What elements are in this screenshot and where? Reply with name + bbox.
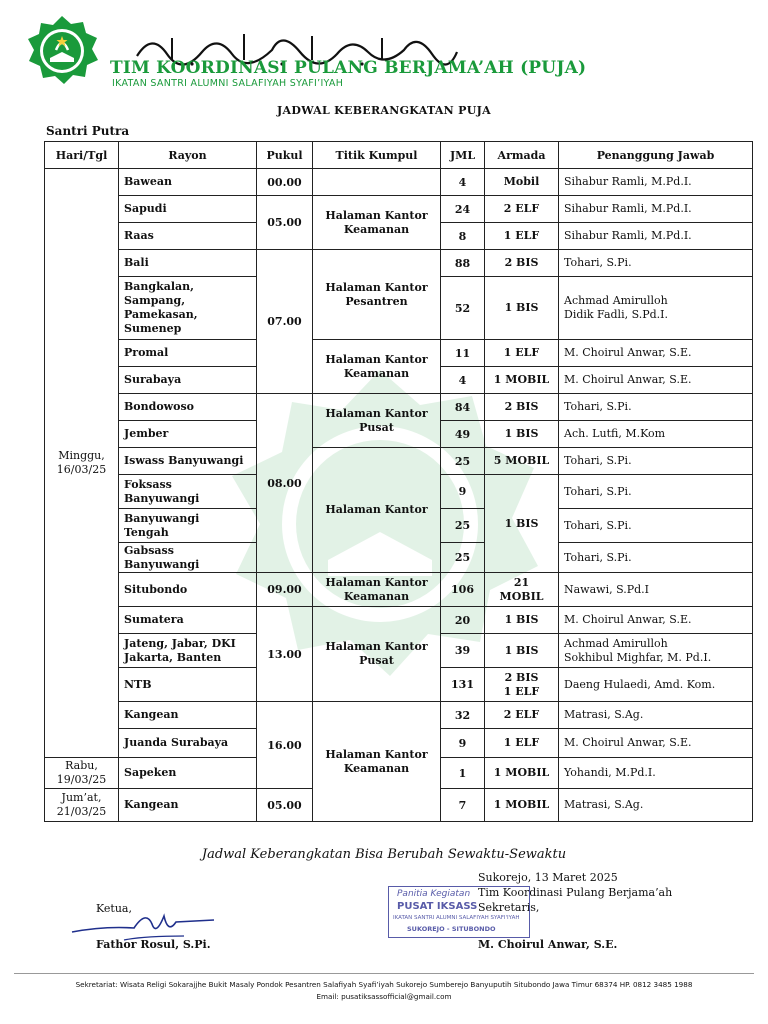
stamp-line: IKATAN SANTRI ALUMNI SALAFIYAH SYAFI'IYAH	[393, 915, 520, 921]
penanggung-jawab-cell	[559, 196, 753, 223]
pukul-cell: 13.00	[257, 607, 313, 702]
cell-line: 1 ELF	[503, 229, 540, 242]
armada-cell	[485, 223, 559, 250]
cell-line: 1 BIS	[504, 427, 539, 440]
hari-cell	[45, 789, 119, 822]
penanggung-jawab-cell	[559, 367, 753, 394]
table-row	[45, 250, 753, 277]
section-title: Santri Putra	[46, 124, 130, 138]
rayon-cell	[119, 634, 257, 668]
jml-cell: 7	[441, 789, 485, 822]
cell-line: 2 BIS	[504, 400, 539, 413]
cell-line: Halaman Kantor	[325, 503, 428, 516]
cell-line: Iswass Banyuwangi	[124, 454, 244, 467]
armada-cell	[485, 394, 559, 421]
jml-cell: 8	[441, 223, 485, 250]
cell-line: Sihabur Ramli, M.Pd.I.	[564, 202, 692, 215]
pukul-cell: 00.00	[257, 169, 313, 196]
rayon-cell	[119, 509, 257, 543]
cell-line: M. Choirul Anwar, S.E.	[564, 613, 692, 626]
rayon-cell	[119, 367, 257, 394]
cell-line: Didik Fadli, S.Pd.I.	[564, 308, 668, 321]
rayon-cell	[119, 475, 257, 509]
cell-line: Jum’at,	[61, 791, 102, 804]
cell-line: Tohari, S.Pi.	[564, 256, 632, 269]
cell-line: 1 ELF	[503, 684, 540, 698]
jml-cell: 84	[441, 394, 485, 421]
stamp-line: SUKOREJO - SITUBONDO	[407, 925, 496, 933]
penanggung-jawab-cell	[559, 169, 753, 196]
cell-line: Halaman Kantor	[325, 640, 428, 653]
cell-line: Bali	[124, 256, 149, 269]
cell-line: 1 BIS	[504, 613, 539, 626]
org-name: TIM KOORDINASI PULANG BERJAMA’AH (PUJA)	[110, 58, 587, 78]
pukul-cell: 07.00	[257, 250, 313, 394]
armada-cell	[485, 668, 559, 702]
cell-line: Kangean	[124, 708, 179, 721]
armada-cell	[485, 729, 559, 758]
cell-line: Sapudi	[124, 202, 167, 215]
rayon-cell	[119, 223, 257, 250]
titik-kumpul-cell	[313, 573, 441, 607]
ketua-label: Ketua,	[96, 902, 132, 915]
jml-cell: 11	[441, 340, 485, 367]
cell-line: Banyuwangi	[124, 511, 200, 525]
cell-line: 1 BIS	[504, 643, 539, 657]
cell-line: 1 MOBIL	[493, 798, 550, 811]
cell-line: Pesantren	[345, 294, 408, 308]
titik-kumpul-cell	[313, 250, 441, 340]
cell-line: Jateng, Jabar, DKI	[124, 636, 236, 650]
cell-line: Sokhibul Mighfar, M. Pd.I.	[564, 650, 712, 664]
penanggung-jawab-cell	[559, 543, 753, 573]
cell-line: 1 MOBIL	[493, 766, 550, 779]
cell-line: Halaman Kantor	[325, 406, 428, 420]
cell-line: Tohari, S.Pi.	[564, 518, 632, 532]
cell-line: 2 BIS	[504, 256, 539, 269]
cell-line: Surabaya	[124, 373, 182, 386]
armada-cell	[485, 634, 559, 668]
jml-cell: 4	[441, 169, 485, 196]
table-row	[45, 169, 753, 196]
titik-kumpul-cell	[313, 702, 441, 822]
sign-date: Sukorejo, 13 Maret 2025	[478, 871, 618, 884]
armada-cell	[485, 250, 559, 277]
penanggung-jawab-cell	[559, 789, 753, 822]
pukul-cell: 08.00	[257, 394, 313, 573]
jml-cell: 9	[441, 475, 485, 509]
rayon-cell	[119, 607, 257, 634]
cell-line: Mobil	[503, 175, 540, 188]
cell-line: Pamekasan,	[124, 308, 198, 321]
cell-line: Tohari, S.Pi.	[564, 550, 632, 564]
cell-line: Halaman Kantor	[325, 280, 428, 294]
cell-line: 2 ELF	[503, 708, 540, 721]
titik-kumpul-cell	[313, 196, 441, 250]
pukul-cell: 16.00	[257, 702, 313, 789]
penanggung-jawab-cell	[559, 340, 753, 367]
jml-cell: 25	[441, 543, 485, 573]
cell-line: MOBIL	[499, 589, 544, 603]
titik-kumpul-cell	[313, 448, 441, 573]
armada-cell	[485, 573, 559, 607]
cell-line: Keamanan	[343, 589, 410, 603]
cell-line: Sumenep	[124, 322, 182, 335]
cell-line: Sihabur Ramli, M.Pd.I.	[564, 175, 692, 188]
cell-line: Jakarta, Banten	[124, 650, 222, 664]
cell-line: Tohari, S.Pi.	[564, 484, 632, 498]
table-row	[45, 448, 753, 475]
penanggung-jawab-cell	[559, 394, 753, 421]
penanggung-jawab-cell	[559, 668, 753, 702]
cell-line: Matrasi, S.Ag.	[564, 798, 644, 811]
penanggung-jawab-cell	[559, 702, 753, 729]
table-row	[45, 394, 753, 421]
stamp-line: PUSAT IKSASS	[397, 901, 478, 912]
cell-line: Juanda Surabaya	[124, 736, 229, 749]
table-row	[45, 573, 753, 607]
cell-line: Jember	[124, 427, 169, 440]
cell-line: Keamanan	[343, 761, 410, 775]
header-cell: JML	[441, 142, 485, 169]
titik-kumpul-cell	[313, 340, 441, 394]
rayon-cell	[119, 702, 257, 729]
titik-kumpul-cell	[313, 169, 441, 196]
penanggung-jawab-cell	[559, 758, 753, 789]
cell-line: Halaman Kantor	[325, 575, 428, 589]
jml-cell: 32	[441, 702, 485, 729]
cell-line: Yohandi, M.Pd.I.	[564, 766, 656, 779]
penanggung-jawab-cell	[559, 421, 753, 448]
official-stamp	[388, 886, 530, 938]
cell-line: Halaman Kantor	[325, 208, 428, 222]
cell-line: 1 BIS	[504, 516, 539, 530]
cell-line: Sihabur Ramli, M.Pd.I.	[564, 229, 692, 242]
cell-line: Situbondo	[124, 582, 188, 596]
cell-line: 21	[513, 575, 530, 589]
pukul-cell: 09.00	[257, 573, 313, 607]
rayon-cell	[119, 340, 257, 367]
cell-line: Matrasi, S.Ag.	[564, 708, 644, 721]
cell-line: Keamanan	[343, 222, 410, 236]
cell-line: Raas	[124, 229, 154, 242]
armada-cell	[485, 277, 559, 340]
cell-line: 1 MOBIL	[493, 373, 550, 386]
cell-line: Halaman Kantor	[325, 352, 428, 366]
cell-line: Sumatera	[124, 613, 184, 626]
cell-line: Kangean	[124, 798, 179, 811]
cell-line: 5 MOBIL	[493, 454, 550, 467]
rayon-cell	[119, 169, 257, 196]
schedule-note: Jadwal Keberangkatan Bisa Berubah Sewaktu-Sewaktu	[201, 847, 567, 862]
cell-line: Achmad Amirulloh	[564, 294, 668, 307]
footer-divider	[14, 973, 754, 974]
cell-line: Banyuwangi	[124, 491, 200, 505]
penanggung-jawab-cell	[559, 634, 753, 668]
cell-line: Rabu,	[65, 759, 98, 772]
jml-cell: 88	[441, 250, 485, 277]
footer-address: Sekretariat: Wisata Religi Sokarajjhe Bukit Masaly Pondok Pesantren Salafiyah Syafi’iyah Sukorejo Sumberejo Banyuputih Situbondo Jawa Timur 68374 HP. 0812 3485 1988	[75, 980, 693, 989]
cell-line: 2 ELF	[503, 202, 540, 215]
penanggung-jawab-cell	[559, 607, 753, 634]
rayon-cell	[119, 277, 257, 340]
header-cell: Pukul	[257, 142, 313, 169]
sign-org: Tim Koordinasi Pulang Berjama’ah	[478, 886, 673, 899]
jml-cell: 20	[441, 607, 485, 634]
titik-kumpul-cell	[313, 394, 441, 448]
jml-cell: 39	[441, 634, 485, 668]
cell-line: Sampang,	[124, 294, 186, 307]
stamp-line: Panitia Kegiatan	[397, 889, 471, 899]
rayon-cell	[119, 394, 257, 421]
header-cell: Rayon	[119, 142, 257, 169]
cell-line: Bawean	[124, 175, 173, 188]
hari-cell	[45, 758, 119, 789]
penanggung-jawab-cell	[559, 509, 753, 543]
cell-line: Foksass	[124, 477, 172, 491]
header-cell: Penanggung Jawab	[559, 142, 753, 169]
armada-cell	[485, 340, 559, 367]
rayon-cell	[119, 668, 257, 702]
cell-line: 21/03/25	[56, 805, 107, 818]
cell-line: 1 BIS	[504, 301, 539, 314]
cell-line: 19/03/25	[56, 773, 107, 786]
table-header-row	[45, 142, 753, 169]
armada-cell	[485, 758, 559, 789]
cell-line: Daeng Hulaedi, Amd. Kom.	[564, 677, 716, 691]
org-subtitle: IKATAN SANTRI ALUMNI SALAFIYAH SYAFI’IYAH	[112, 78, 344, 89]
rayon-cell	[119, 573, 257, 607]
armada-cell	[485, 607, 559, 634]
jml-cell: 1	[441, 758, 485, 789]
jml-cell: 25	[441, 509, 485, 543]
header-cell: Titik Kumpul	[313, 142, 441, 169]
table-row	[45, 607, 753, 634]
table-row	[45, 340, 753, 367]
letterhead	[22, 14, 752, 94]
footer-email: Email: pusatiksassofficial@gmail.com	[316, 992, 452, 1001]
armada-cell	[485, 169, 559, 196]
jml-cell: 131	[441, 668, 485, 702]
cell-line: Sapeken	[124, 766, 177, 779]
cell-line: NTB	[124, 677, 152, 691]
pukul-cell: 05.00	[257, 789, 313, 822]
sekretaris-name: M. Choirul Anwar, S.E.	[478, 938, 618, 951]
rayon-cell	[119, 758, 257, 789]
cell-line: M. Choirul Anwar, S.E.	[564, 736, 692, 749]
armada-cell	[485, 789, 559, 822]
armada-cell	[485, 421, 559, 448]
cell-line: Promal	[124, 346, 169, 359]
document-title: JADWAL KEBERANGKATAN PUJA	[277, 104, 491, 117]
penanggung-jawab-cell	[559, 250, 753, 277]
rayon-cell	[119, 196, 257, 223]
cell-line: M. Choirul Anwar, S.E.	[564, 373, 692, 386]
penanggung-jawab-cell	[559, 448, 753, 475]
cell-line: 1 ELF	[503, 736, 540, 749]
cell-line: Minggu,	[58, 449, 105, 462]
table-row	[45, 196, 753, 223]
pukul-cell: 05.00	[257, 196, 313, 250]
iksass-logo-icon	[22, 14, 102, 90]
jml-cell: 106	[441, 573, 485, 607]
hari-cell	[45, 169, 119, 758]
jml-cell: 4	[441, 367, 485, 394]
table-row	[45, 702, 753, 729]
titik-kumpul-cell	[313, 607, 441, 702]
armada-cell	[485, 367, 559, 394]
armada-cell	[485, 448, 559, 475]
cell-line: Bangkalan,	[124, 280, 194, 293]
rayon-cell	[119, 543, 257, 573]
rayon-cell	[119, 448, 257, 475]
armada-cell	[485, 702, 559, 729]
cell-line: Nawawi, S.Pd.I	[564, 582, 650, 596]
jml-cell: 52	[441, 277, 485, 340]
header-cell: Hari/Tgl	[45, 142, 119, 169]
ketua-name: Fathor Rosul, S.Pi.	[96, 938, 211, 951]
rayon-cell	[119, 729, 257, 758]
jml-cell: 9	[441, 729, 485, 758]
armada-cell	[485, 475, 559, 573]
rayon-cell	[119, 421, 257, 448]
penanggung-jawab-cell	[559, 277, 753, 340]
armada-cell	[485, 196, 559, 223]
cell-line: Tohari, S.Pi.	[564, 400, 632, 413]
cell-line: Tohari, S.Pi.	[564, 454, 632, 467]
cell-line: 16/03/25	[56, 463, 107, 476]
header-cell: Armada	[485, 142, 559, 169]
cell-line: Ach. Lutfi, M.Kom	[564, 427, 666, 440]
penanggung-jawab-cell	[559, 729, 753, 758]
rayon-cell	[119, 789, 257, 822]
cell-line: M. Choirul Anwar, S.E.	[564, 346, 692, 359]
sekretaris-label: Sekretaris,	[478, 901, 540, 914]
jml-cell: 49	[441, 421, 485, 448]
cell-line: Bondowoso	[124, 400, 194, 413]
cell-line: Pusat	[359, 654, 394, 667]
cell-line: 2 BIS	[504, 670, 539, 684]
cell-line: Keamanan	[343, 366, 410, 380]
jml-cell: 25	[441, 448, 485, 475]
cell-line: Tengah	[124, 525, 169, 539]
cell-line: Pusat	[359, 420, 394, 434]
cell-line: Achmad Amirulloh	[564, 636, 668, 650]
penanggung-jawab-cell	[559, 475, 753, 509]
cell-line: Gabsass	[124, 543, 174, 557]
cell-line: Halaman Kantor	[325, 747, 428, 761]
schedule-table	[44, 141, 752, 822]
penanggung-jawab-cell	[559, 223, 753, 250]
cell-line: 1 ELF	[503, 346, 540, 359]
penanggung-jawab-cell	[559, 573, 753, 607]
cell-line: Banyuwangi	[124, 557, 200, 571]
jml-cell: 24	[441, 196, 485, 223]
rayon-cell	[119, 250, 257, 277]
